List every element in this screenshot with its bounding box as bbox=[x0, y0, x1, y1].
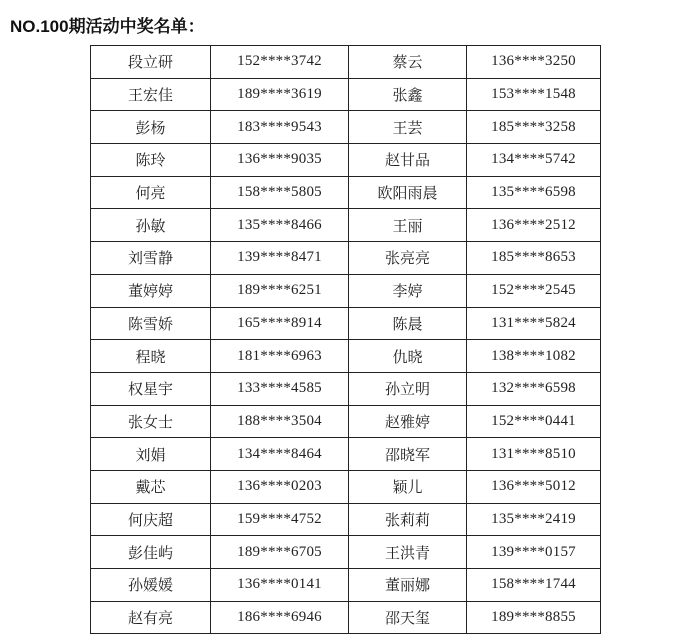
winner-name-cell: 颖儿 bbox=[349, 470, 467, 503]
winner-phone-cell: 153****1548 bbox=[467, 78, 601, 111]
winner-name-cell: 张女士 bbox=[91, 405, 211, 438]
winner-name-cell: 程晓 bbox=[91, 340, 211, 373]
table-row bbox=[91, 470, 601, 503]
table-row bbox=[91, 601, 601, 634]
winner-name-cell: 何庆超 bbox=[91, 503, 211, 536]
winner-name-cell: 刘娟 bbox=[91, 438, 211, 471]
winner-phone-cell: 138****1082 bbox=[467, 340, 601, 373]
winner-name-cell: 张莉莉 bbox=[349, 503, 467, 536]
winner-name-cell: 王洪青 bbox=[349, 536, 467, 569]
winner-name-cell: 赵有亮 bbox=[91, 601, 211, 634]
table-row bbox=[91, 405, 601, 438]
winner-name-cell: 何亮 bbox=[91, 176, 211, 209]
winner-name-cell: 张鑫 bbox=[349, 78, 467, 111]
winner-name-cell: 孙敏 bbox=[91, 209, 211, 242]
winner-phone-cell: 158****5805 bbox=[211, 176, 349, 209]
table-row bbox=[91, 340, 601, 373]
winner-phone-cell: 136****0141 bbox=[211, 569, 349, 602]
winner-phone-cell: 181****6963 bbox=[211, 340, 349, 373]
winner-phone-cell: 183****9543 bbox=[211, 111, 349, 144]
winner-phone-cell: 165****8914 bbox=[211, 307, 349, 340]
winner-phone-cell: 131****5824 bbox=[467, 307, 601, 340]
winner-name-cell: 王芸 bbox=[349, 111, 467, 144]
winner-name-cell: 陈晨 bbox=[349, 307, 467, 340]
winner-phone-cell: 132****6598 bbox=[467, 372, 601, 405]
table-row bbox=[91, 307, 601, 340]
table-row bbox=[91, 78, 601, 111]
winner-phone-cell: 186****6946 bbox=[211, 601, 349, 634]
winner-name-cell: 陈雪娇 bbox=[91, 307, 211, 340]
table-row bbox=[91, 209, 601, 242]
table-row bbox=[91, 242, 601, 275]
winner-name-cell: 李婷 bbox=[349, 274, 467, 307]
winner-phone-cell: 185****8653 bbox=[467, 242, 601, 275]
winner-name-cell: 赵雅婷 bbox=[349, 405, 467, 438]
winner-phone-cell: 185****3258 bbox=[467, 111, 601, 144]
winner-phone-cell: 134****5742 bbox=[467, 144, 601, 177]
winners-table-body bbox=[91, 46, 601, 634]
winner-phone-cell: 136****9035 bbox=[211, 144, 349, 177]
winners-table bbox=[90, 45, 601, 634]
winner-phone-cell: 189****3619 bbox=[211, 78, 349, 111]
winner-phone-cell: 189****8855 bbox=[467, 601, 601, 634]
winner-phone-cell: 188****3504 bbox=[211, 405, 349, 438]
table-row bbox=[91, 372, 601, 405]
table-row bbox=[91, 536, 601, 569]
winner-name-cell: 彭佳屿 bbox=[91, 536, 211, 569]
winner-phone-cell: 152****2545 bbox=[467, 274, 601, 307]
winner-phone-cell: 152****3742 bbox=[211, 46, 349, 79]
winner-name-cell: 赵甘品 bbox=[349, 144, 467, 177]
winner-name-cell: 孙媛媛 bbox=[91, 569, 211, 602]
table-row bbox=[91, 111, 601, 144]
winner-phone-cell: 189****6705 bbox=[211, 536, 349, 569]
winner-name-cell: 欧阳雨晨 bbox=[349, 176, 467, 209]
table-row bbox=[91, 176, 601, 209]
table-row bbox=[91, 46, 601, 79]
winner-phone-cell: 158****1744 bbox=[467, 569, 601, 602]
winner-name-cell: 刘雪静 bbox=[91, 242, 211, 275]
winner-phone-cell: 135****6598 bbox=[467, 176, 601, 209]
winner-name-cell: 董婷婷 bbox=[91, 274, 211, 307]
winner-name-cell: 权星宇 bbox=[91, 372, 211, 405]
table-row bbox=[91, 438, 601, 471]
table-row bbox=[91, 569, 601, 602]
winner-phone-cell: 159****4752 bbox=[211, 503, 349, 536]
winner-phone-cell: 152****0441 bbox=[467, 405, 601, 438]
winner-name-cell: 张亮亮 bbox=[349, 242, 467, 275]
page-title: NO.100期活动中奖名单： bbox=[10, 17, 205, 36]
table-row bbox=[91, 274, 601, 307]
winner-name-cell: 仇晓 bbox=[349, 340, 467, 373]
winner-phone-cell: 133****4585 bbox=[211, 372, 349, 405]
winner-phone-cell: 135****8466 bbox=[211, 209, 349, 242]
winner-name-cell: 段立研 bbox=[91, 46, 211, 79]
winner-name-cell: 戴芯 bbox=[91, 470, 211, 503]
winner-name-cell: 孙立明 bbox=[349, 372, 467, 405]
winner-name-cell: 王宏佳 bbox=[91, 78, 211, 111]
winner-phone-cell: 139****0157 bbox=[467, 536, 601, 569]
winner-phone-cell: 135****2419 bbox=[467, 503, 601, 536]
table-row bbox=[91, 503, 601, 536]
winner-phone-cell: 189****6251 bbox=[211, 274, 349, 307]
winner-phone-cell: 136****2512 bbox=[467, 209, 601, 242]
winner-phone-cell: 136****3250 bbox=[467, 46, 601, 79]
winner-name-cell: 彭杨 bbox=[91, 111, 211, 144]
winner-phone-cell: 136****0203 bbox=[211, 470, 349, 503]
winner-name-cell: 邵晓军 bbox=[349, 438, 467, 471]
winner-phone-cell: 134****8464 bbox=[211, 438, 349, 471]
table-row bbox=[91, 144, 601, 177]
winner-phone-cell: 131****8510 bbox=[467, 438, 601, 471]
winner-name-cell: 董丽娜 bbox=[349, 569, 467, 602]
winner-phone-cell: 136****5012 bbox=[467, 470, 601, 503]
winner-name-cell: 邵天玺 bbox=[349, 601, 467, 634]
winner-name-cell: 蔡云 bbox=[349, 46, 467, 79]
winner-name-cell: 陈玲 bbox=[91, 144, 211, 177]
winner-phone-cell: 139****8471 bbox=[211, 242, 349, 275]
winner-name-cell: 王丽 bbox=[349, 209, 467, 242]
